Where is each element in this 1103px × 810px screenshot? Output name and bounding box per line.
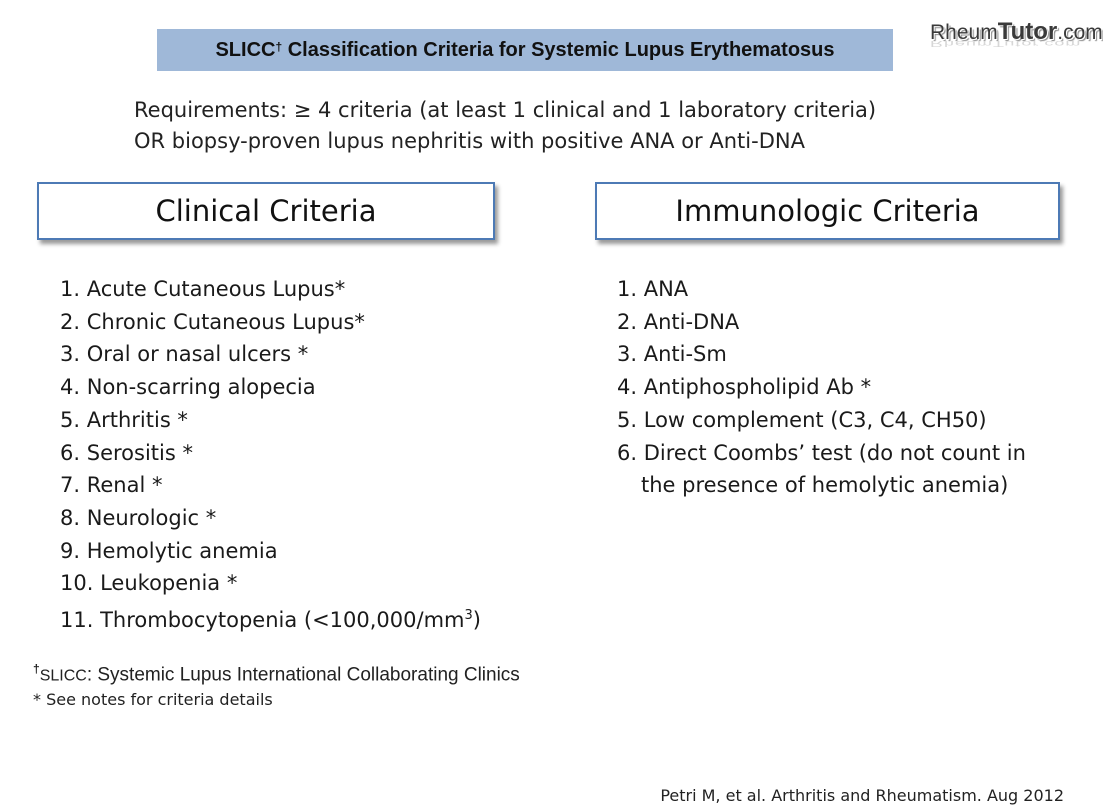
clinical-criterion-item — [60, 306, 481, 339]
title-prefix: SLICC — [215, 38, 276, 61]
logo-reflection: RheumTutor.com — [930, 39, 1082, 48]
clinical-criterion-item — [60, 404, 481, 437]
footnote-dagger: † — [33, 662, 40, 676]
clinical-criterion-item-number: 11. — [60, 608, 94, 633]
clinical-criterion-item-number: 3. — [60, 342, 81, 367]
immunologic-criterion-item-text: Low complement (C3, C4, CH50) — [643, 407, 987, 432]
clinical-criterion-item — [60, 567, 481, 600]
requirements-line-1: Requirements: ≥ 4 criteria (at least 1 clinical and 1 laboratory criteria) — [134, 98, 877, 122]
immunologic-criterion-item-number: 3. — [617, 342, 638, 367]
requirements-line-2: OR biopsy-proven lupus nephritis with positive ANA or Anti-DNA — [134, 129, 805, 153]
immunologic-criterion-item-number: 2. — [617, 309, 638, 334]
clinical-criterion-item-text: Hemolytic anemia — [86, 538, 278, 563]
immunologic-criterion-item-number: 6. — [617, 440, 638, 465]
immunologic-criteria-list — [617, 273, 1026, 502]
notes-footnote: * See notes for criteria details — [33, 690, 273, 710]
clinical-criterion-item-number: 8. — [60, 505, 81, 530]
clinical-criterion-item — [60, 437, 481, 470]
logo-part3: .com — [1057, 21, 1103, 44]
immunologic-criterion-item-number: 5. — [617, 407, 638, 432]
clinical-criterion-item-text: Leukopenia * — [100, 571, 238, 596]
immunologic-criterion-item — [617, 338, 1026, 371]
immunologic-criteria-heading: Immunologic Criteria — [675, 194, 980, 228]
clinical-criterion-item — [60, 371, 481, 404]
clinical-criterion-item-number: 2. — [60, 309, 81, 334]
clinical-criterion-item-superscript: 3 — [464, 608, 473, 624]
logo-part2: Tutor — [997, 18, 1058, 45]
clinical-criterion-item-text: Chronic Cutaneous Lupus* — [86, 309, 365, 334]
clinical-criteria-heading-box — [37, 182, 495, 240]
immunologic-criterion-item-text: Direct Coombs’ test (do not count in — [643, 440, 1026, 465]
immunologic-criterion-item — [617, 371, 1026, 404]
rheumtutor-logo — [930, 18, 1103, 70]
immunologic-criterion-item — [617, 306, 1026, 339]
immunologic-criterion-item-text: Anti-DNA — [643, 309, 740, 334]
immunologic-criterion-item — [617, 273, 1026, 306]
logo-part1: Rheum — [930, 21, 998, 44]
clinical-criterion-item — [60, 338, 481, 371]
immunologic-criterion-item-number: 1. — [617, 277, 638, 301]
clinical-criterion-item — [60, 600, 481, 637]
clinical-criterion-item — [60, 469, 481, 502]
clinical-criterion-item — [60, 535, 481, 568]
clinical-criterion-item-number: 5. — [60, 407, 81, 432]
clinical-criterion-item-number: 4. — [60, 375, 81, 400]
citation: Petri M, et al. Arthritis and Rheumatism. Aug 2012 — [660, 786, 1064, 805]
immunologic-criterion-item — [617, 437, 1026, 502]
slicc-footnote — [33, 656, 520, 689]
clinical-criteria-list — [60, 273, 481, 637]
clinical-criterion-item — [60, 502, 481, 535]
footnote-slicc-abbrev: SLICC — [39, 667, 87, 685]
clinical-criterion-item-text: Renal * — [86, 473, 163, 498]
clinical-criterion-item-text: Non-scarring alopecia — [86, 375, 316, 400]
clinical-criteria-heading: Clinical Criteria — [155, 194, 377, 228]
clinical-criterion-item-number: 7. — [60, 473, 81, 498]
immunologic-criterion-item-continuation: the presence of hemolytic anemia) — [641, 473, 1009, 498]
title-rest: Classification Criteria for Systemic Lupus Erythematosus — [282, 38, 835, 61]
clinical-criterion-item-text: Neurologic * — [86, 505, 217, 530]
immunologic-criterion-item-number: 4. — [617, 375, 638, 400]
immunologic-criteria-heading-box — [595, 182, 1060, 240]
requirements-text — [134, 95, 876, 157]
footnote-slicc-rest: : Systemic Lupus International Collaborating Clinics — [86, 664, 520, 686]
immunologic-criterion-item-text: Anti-Sm — [643, 342, 727, 367]
slide-title — [157, 29, 893, 71]
title-dagger: † — [275, 40, 283, 54]
clinical-criterion-item-text: Acute Cutaneous Lupus* — [86, 277, 346, 301]
immunologic-criterion-item-text: Antiphospholipid Ab * — [643, 375, 872, 400]
footnotes — [33, 656, 520, 711]
clinical-criterion-item-text: Thrombocytopenia (<100,000/mm — [100, 608, 465, 633]
clinical-criterion-item-number: 6. — [60, 440, 81, 465]
immunologic-criterion-item-text: ANA — [643, 277, 689, 301]
clinical-criterion-item-number: 9. — [60, 538, 81, 563]
clinical-criterion-item-tail: ) — [472, 608, 481, 633]
immunologic-criterion-item — [617, 404, 1026, 437]
clinical-criterion-item-text: Serositis * — [86, 440, 193, 465]
clinical-criterion-item-text: Oral or nasal ulcers * — [86, 342, 309, 367]
clinical-criterion-item-number: 1. — [60, 277, 81, 301]
clinical-criterion-item-number: 10. — [60, 571, 94, 596]
clinical-criterion-item — [60, 273, 481, 306]
clinical-criterion-item-text: Arthritis * — [86, 407, 188, 432]
